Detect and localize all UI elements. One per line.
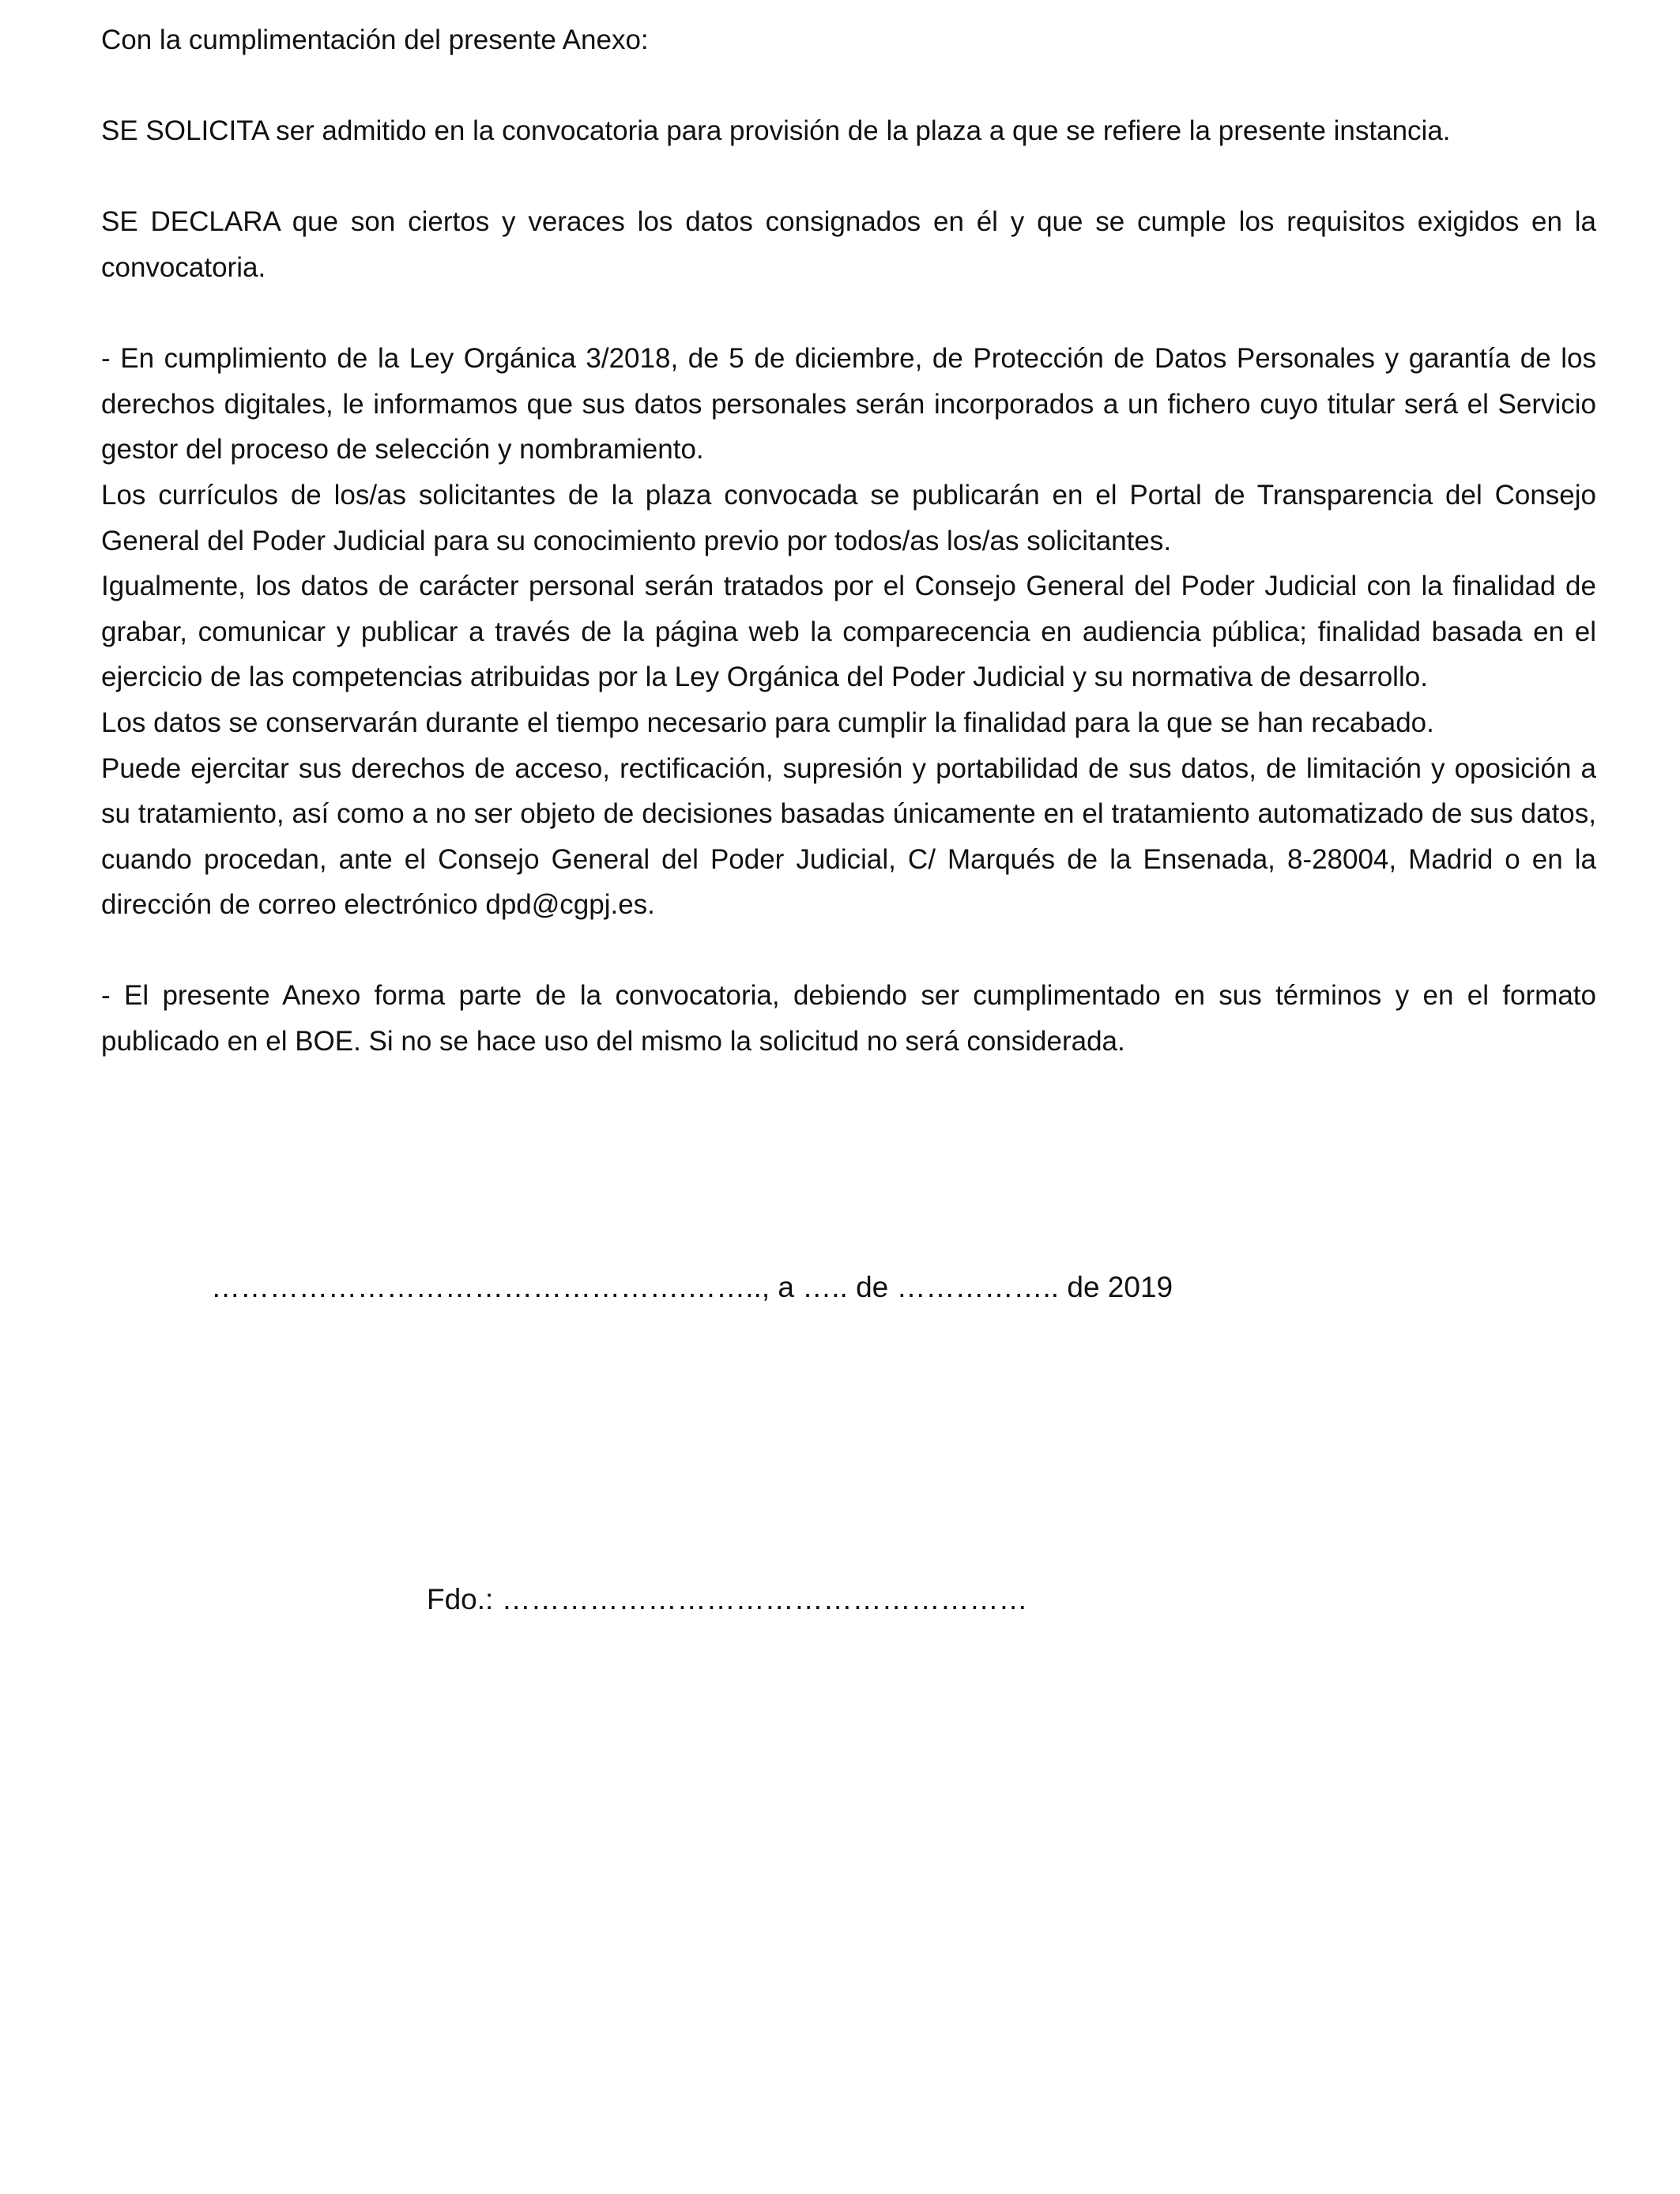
data-protection-paragraph-2: Los currículos de los/as solicitantes de la plaza convocada se publicarán en el Portal de Transparencia del Consejo General del Poder Judicial para su conocimiento previo por todos/as los/as solicitantes. [101,479,1596,556]
declara-paragraph: SE DECLARA que son ciertos y veraces los datos consignados en él y que se cumple los requisitos exigidos en la convocatoria. [101,206,1596,283]
data-protection-paragraph-3: Igualmente, los datos de carácter personal serán tratados por el Consejo General del Poder Judicial con la finalidad de grabar, comunicar y publicar a través de la página web la comparecencia en audiencia pública; finalidad basada en el ejercicio de las competencias atribuidas por la Ley Orgánica del Poder Judicial y su normativa de desarrollo. [101,571,1596,693]
paragraph-spacer [101,63,1596,109]
paragraph-spacer [101,291,1596,337]
document-body [101,17,1596,1065]
place-date-line: ………………………………………….…….., a ….. de …………….. de 2019 [211,1271,1173,1303]
anexo-note-paragraph: - El presente Anexo forma parte de la convocatoria, debiendo ser cumplimentado en sus términos y en el formato publicado en el BOE. Si no se hace uso del mismo la solicitud no será considerada. [101,980,1596,1057]
signature-line: Fdo.: ……………………………………………… [427,1583,1028,1615]
intro-paragraph: Con la cumplimentación del presente Anexo: [101,25,649,55]
data-protection-paragraph-4: Los datos se conservarán durante el tiempo necesario para cumplir la finalidad para la que se han recabado. [101,707,1434,738]
data-protection-paragraph-5: Puede ejercitar sus derechos de acceso, rectificación, supresión y portabilidad de sus datos, de limitación y oposición a su tratamiento, así como a no ser objeto de decisiones basadas únicamente en el tratamiento automatizado de sus datos, cuando procedan, ante el Consejo General del Poder Judicial, C/ Marqués de la Ensenada, 8-28004, Madrid o en la dirección de correo electrónico dpd@cgpj.es. [101,752,1596,921]
data-protection-paragraph-1: - En cumplimiento de la Ley Orgánica 3/2018, de 5 de diciembre, de Protección de Datos Personales y garantía de los derechos digitales, le informamos que sus datos personales serán incorporados a un fichero cuyo titular será el Servicio gestor del proceso de selección y nombramiento. [101,343,1596,466]
paragraph-spacer [101,928,1596,974]
solicita-paragraph: SE SOLICITA ser admitido en la convocatoria para provisión de la plaza a que se refiere la presente instancia. [101,115,1451,147]
paragraph-spacer [101,154,1596,200]
